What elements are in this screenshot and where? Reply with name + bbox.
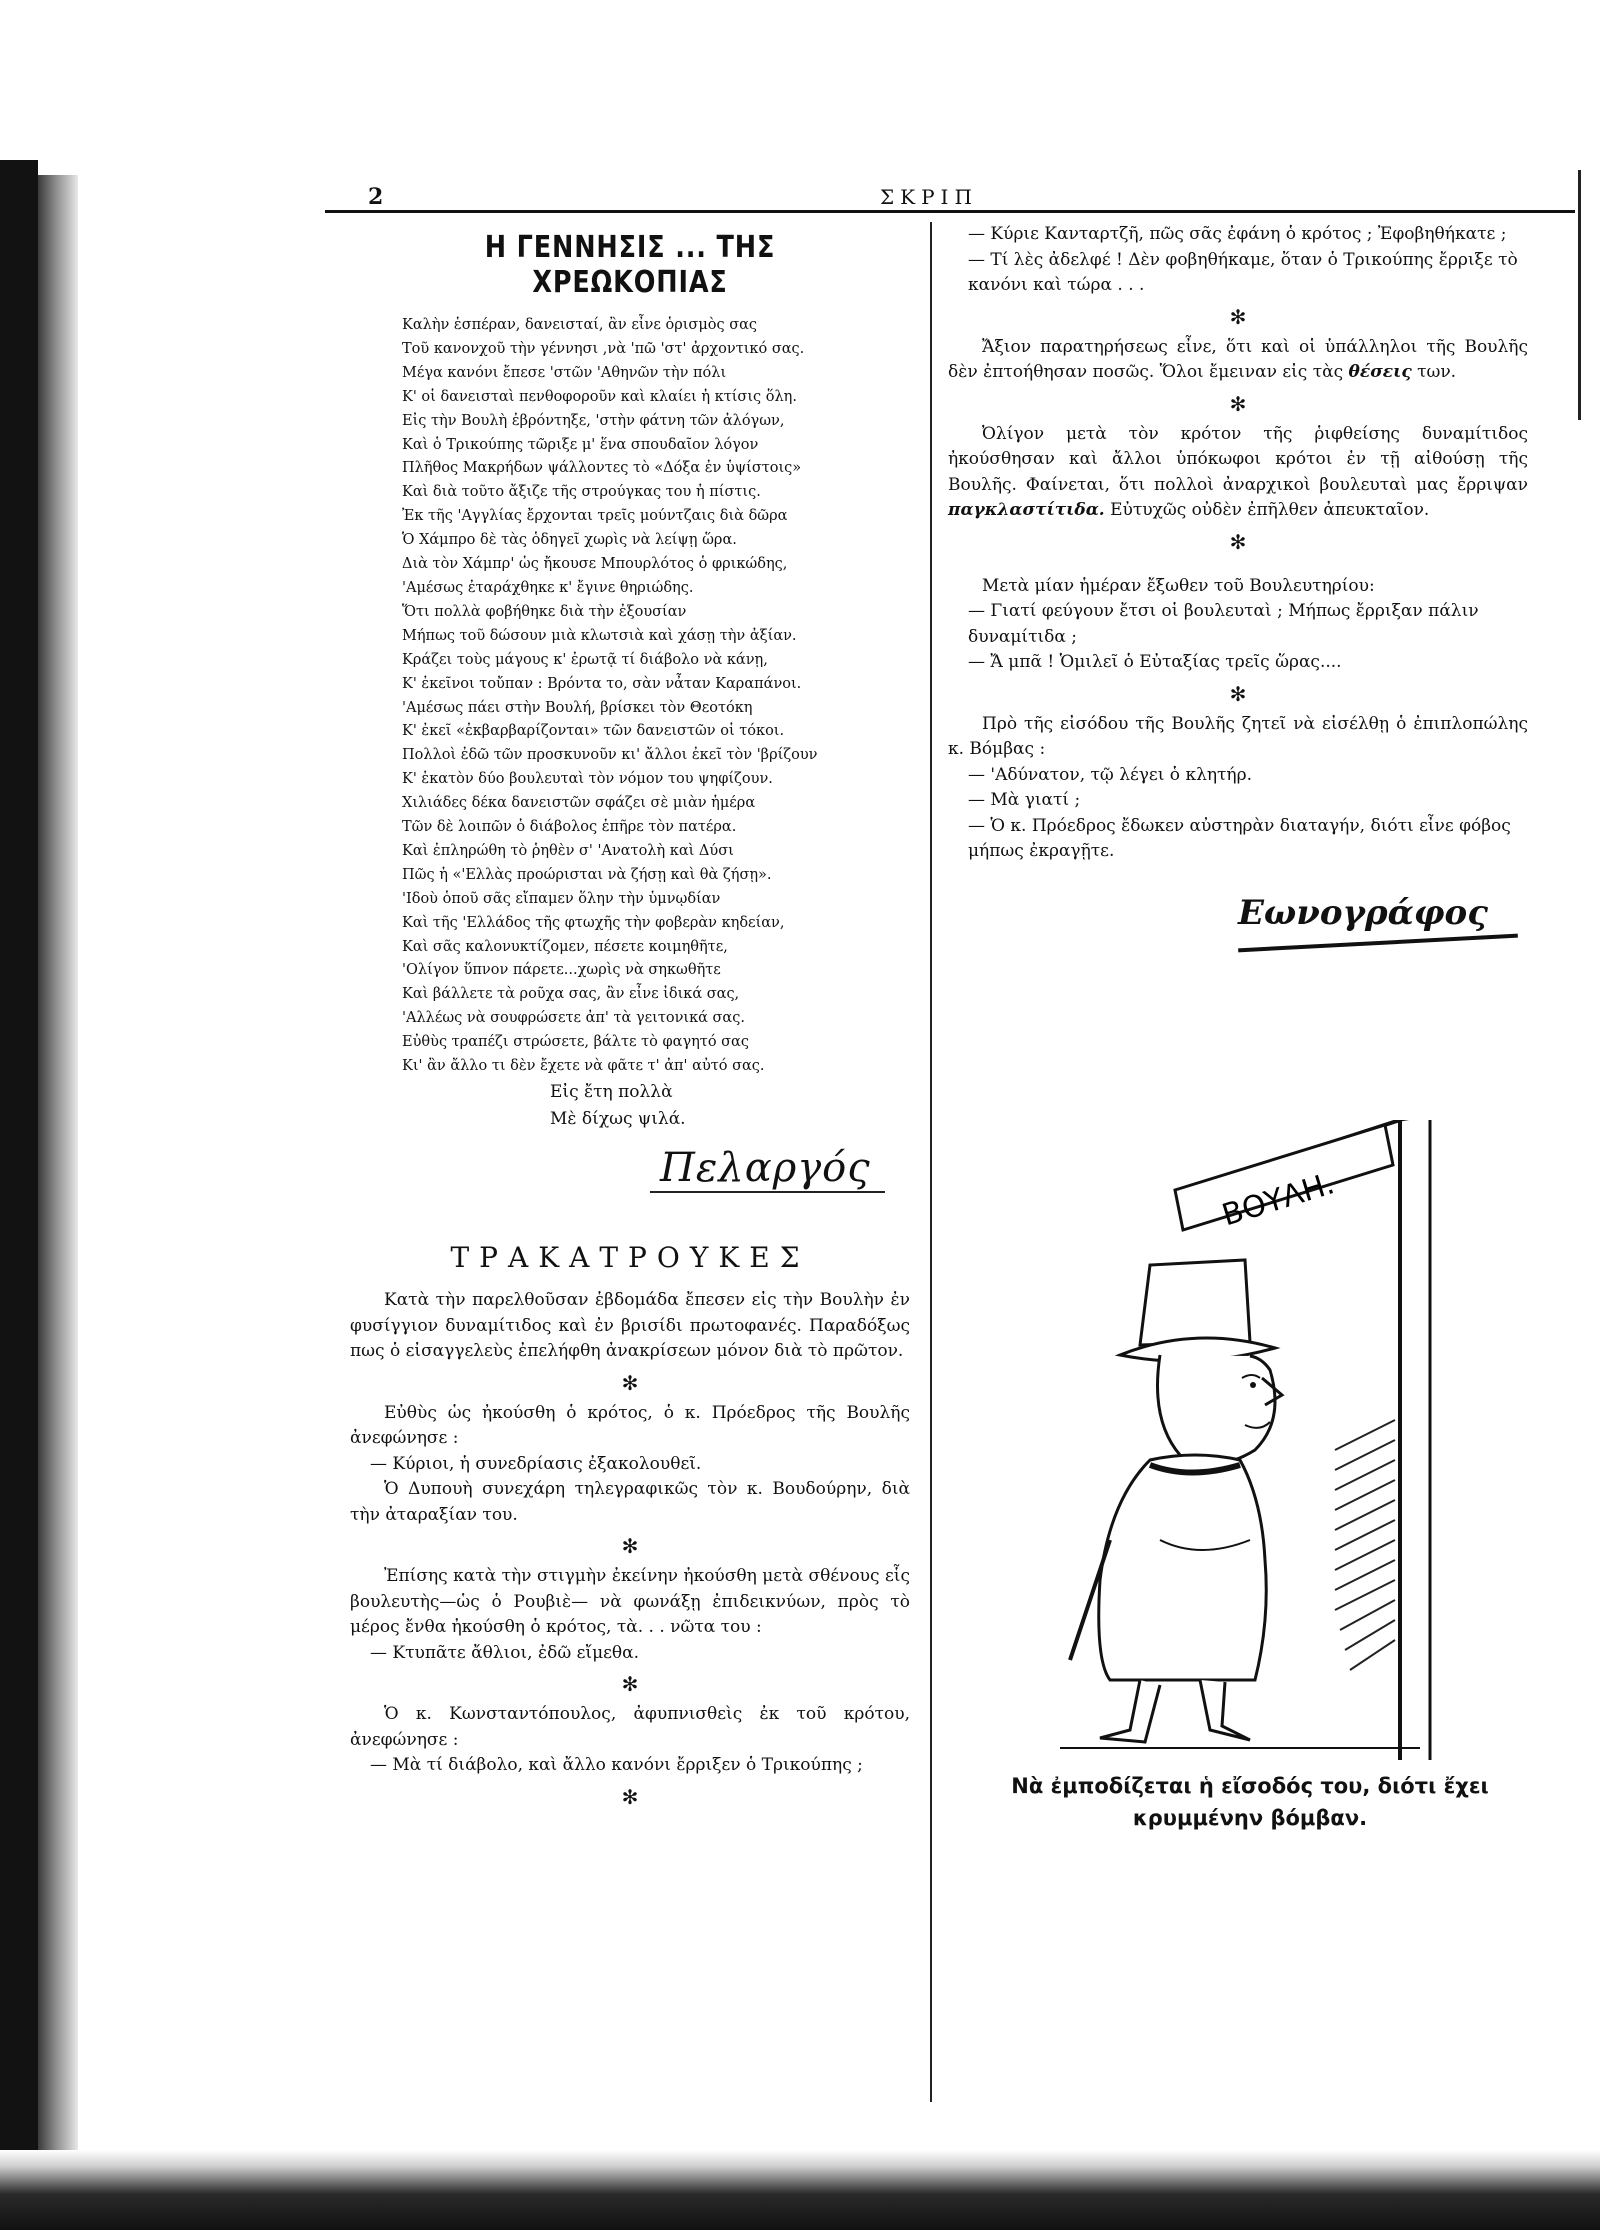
- dialogue-line: — Μὰ τί διάβολο, καὶ ἄλλο κανόνι ἔρριξεν ὁ Τρικούπης ;: [370, 1755, 863, 1775]
- poem-line: Πολλοὶ ἐδῶ τῶν προσκυνοῦν κι' ἄλλοι ἐκεῖ τὸν 'βρίζουν: [402, 747, 818, 764]
- poem-line: Μέγα κανόνι ἔπεσε 'στῶν 'Αθηνῶν τὴν πόλι: [402, 364, 727, 381]
- poem-line: Κ' ἐκεῖ «ἐκβαρβαρίζονται» τῶν δανειστῶν οἱ τόκοι.: [402, 723, 785, 740]
- right-leg: [1200, 1680, 1250, 1740]
- poem-line: 'Αμέσως ἐταράχθηκε κ' ἔγινε θηριώδης.: [402, 579, 694, 596]
- poem-line: Κ' οἱ δανεισταὶ πενθοφοροῦν καὶ κλαίει ἡ κτίσις ὅλη.: [402, 388, 797, 405]
- paragraph: Ὁ Δυπουὴ συνεχάρη τηλεγραφικῶς τὸν κ. Βουδούρην, διὰ τὴν ἀταραξίαν του.: [350, 1479, 910, 1525]
- paragraph: [948, 422, 1528, 524]
- dialogue-line: — Κύριοι, ἡ συνεδρίασις ἐξακολουθεῖ.: [370, 1453, 702, 1474]
- paragraph: [948, 335, 1528, 386]
- poem-line: Ἐκ τῆς 'Αγγλίας ἔρχονται τρεῖς μούντζαις διὰ δῶρα: [402, 508, 788, 525]
- cartoon-caption: [955, 1770, 1545, 1834]
- scan-bottom-edge: [0, 2150, 1600, 2230]
- poem-line: Τῶν δὲ λοιπῶν ὁ διάβολος ἐπῆρε τὸν πατέρα.: [402, 819, 737, 836]
- poem-line: Καὶ βάλλετε τὰ ροῦχα σας, ἂν εἶνε ἰδικά σας,: [402, 986, 740, 1003]
- poem-line: Εὐθὺς τραπέζι στρώσετε, βάλτε τὸ φαγητό σας: [402, 1034, 749, 1051]
- emphasis: θέσεις: [1348, 362, 1412, 382]
- poem-line: Καλὴν ἑσπέραν, δανεισταί, ἂν εἶνε ὁρισμὸς σας: [402, 317, 758, 333]
- overcoat: [1099, 1455, 1267, 1680]
- right-column: [948, 222, 1528, 933]
- dialogue-line: — Ὁ κ. Πρόεδρος ἔδωκεν αὐστηρὰν διαταγήν, διότι εἶνε φόβος μήπως ἐκραγῇτε.: [968, 815, 1511, 861]
- dialogue-line: — Ἄ μπᾶ ! Ὁμιλεῖ ὁ Εὐταξίας τρεῖς ὥρας....: [968, 652, 1342, 672]
- text-run: των.: [1417, 362, 1457, 382]
- poem-line: Χιλιάδες δέκα δανειστῶν σφάζει σὲ μιὰν ἡμέρα: [402, 795, 756, 812]
- poem-line: 'Αλλέως νὰ σουφρώσετε ἀπ' τὰ γειτονικά σας.: [402, 1010, 745, 1027]
- poem-line: Ὁ Χάμπρο δὲ τὰς ὁδηγεῖ χωρὶς νὰ λείψῃ ὥρα.: [402, 532, 737, 549]
- asterism-icon: ✻: [621, 1534, 639, 1558]
- dialogue-line: — Κύριε Κανταρτζῆ, πῶς σᾶς ἐφάνη ὁ κρότος ; Ἐφοβηθήκατε ;: [968, 224, 1507, 244]
- poem-line: Πλῆθος Μακρήδων ψάλλοντες τὸ «Δόξα ἐν ὑψίστοις»: [402, 460, 802, 477]
- poem-line: Καὶ σᾶς καλονυκτίζομεν, πέσετε κοιμηθῆτε,: [402, 938, 728, 955]
- asterism-icon: ✻: [1229, 391, 1247, 416]
- poem-line: Ὅτι πολλὰ φοβήθηκε διὰ τὴν ἐξουσίαν: [402, 603, 687, 620]
- paragraph: Ὁ κ. Κωνσταντόπουλος, ἀφυπνισθεὶς ἐκ τοῦ κρότου, ἀνεφώνησε :: [350, 1704, 910, 1750]
- poem-closing-line: Μὲ δίχως ψιλά.: [550, 1109, 686, 1129]
- dialogue-line: — Τί λὲς ἀδελφέ ! Δὲν φοβηθήκαμε, ὅταν ὁ Τρικούπης ἔρριξε τὸ κανόνι καὶ τώρα . . .: [968, 249, 1518, 295]
- poem-line: Καὶ διὰ τοῦτο ἄξιζε τῆς στρούγκας του ἡ πίστις.: [402, 484, 761, 501]
- cartoon-drawing: [1000, 1120, 1520, 1760]
- emphasis: παγκλαστίτιδα.: [948, 500, 1105, 520]
- head: [1158, 1355, 1276, 1464]
- paragraph: Ἐπίσης κατὰ τὴν στιγμὴν ἐκείνην ἠκούσθη μετὰ σθένους εἷς βουλευτὴς—ὡς ὁ Ρουβιὲ— νὰ φωνάξῃ ἐπιδεικνύων, πρὸς τὸ μέρος ἔνθα ἠκούσθη ὁ κρότος, τὰ. . . νῶτα του :: [350, 1566, 910, 1637]
- poem-title: Η ΓΕΝΝΗΣΙΣ ... ΤΗΣ ΧΡΕΩΚΟΠΙΑΣ: [484, 230, 776, 300]
- paragraph: Μετὰ μίαν ἡμέραν ἔξωθεν τοῦ Βουλευτηρίου:: [982, 575, 1375, 596]
- poem-line: Διὰ τὸν Χάμπρ' ὡς ἤκουσε Μπουρλότος ὁ φρικώδης,: [402, 556, 788, 573]
- paragraph: Πρὸ τῆς εἰσόδου τῆς Βουλῆς ζητεῖ νὰ εἰσέλθῃ ὁ ἐπιπλοπώλης κ. Βόμβας :: [948, 713, 1528, 759]
- door-frame-edge: [1400, 1120, 1430, 1760]
- header-rule: [325, 210, 1575, 213]
- poem-line: Εἰς τὴν Βουλὴ ἐβρόντηξε, 'στὴν φάτνη τῶν ἀλόγων,: [402, 412, 785, 429]
- poem-line: Καὶ τῆς 'Ελλάδος τῆς φτωχῆς τὴν φοβερὰν κηδείαν,: [402, 914, 785, 931]
- poem-line: Κι' ἂν ἄλλο τι δὲν ἔχετε νὰ φᾶτε τ' ἀπ' αὐτό σας.: [402, 1058, 765, 1075]
- asterism-icon: ✻: [1229, 529, 1247, 554]
- scan-shadow: [38, 175, 78, 2230]
- signature-pelargos: Πελαργός: [650, 1145, 885, 1193]
- page-number: 2: [368, 184, 384, 210]
- poem-line: Κράζει τοὺς μάγους κ' ἐρωτᾷ τί διάβολο νὰ κάνῃ,: [402, 651, 768, 668]
- asterism-icon: ✻: [621, 1784, 639, 1809]
- asterism-icon: ✻: [1229, 681, 1247, 706]
- text-run: Εὐτυχῶς οὐδὲν ἐπῆλθεν ἀπευκταῖον.: [1110, 500, 1430, 520]
- poem-line: Μήπως τοῦ δώσουν μιὰ κλωτσιὰ καὶ χάσῃ τὴν ἀξίαν.: [402, 627, 797, 644]
- right-margin-marks: [1578, 170, 1589, 420]
- poem-line: Καὶ ἐπληρώθη τὸ ῥηθὲν σ' 'Ανατολὴ καὶ Δύσι: [402, 842, 734, 859]
- poem-line: Κ' ἐκεῖνοι τοὔπαν : Βρόντα το, σὰν νἆταν Καραπάνοι.: [402, 675, 802, 692]
- poem-line: 'Ιδοὺ ὁποῦ σᾶς εἴπαμεν ὅλην τὴν ὑμνῳδίαν: [402, 890, 721, 907]
- poem-line: Κ' ἑκατὸν δύο βουλευταὶ τὸν νόμον του ψηφίζουν.: [402, 771, 773, 788]
- asterism-icon: ✻: [1229, 304, 1247, 329]
- poem-body: [350, 314, 910, 1079]
- poem-line: Πῶς ἡ «'Ελλὰς προώρισται νὰ ζήσῃ καὶ θὰ ζήσῃ».: [402, 866, 772, 883]
- left-leg: [1100, 1680, 1160, 1742]
- signature-cartoonist: Εωνογράφος: [1238, 892, 1488, 933]
- text-run: Ἄξιον παρατηρήσεως εἶνε, ὅτι καὶ οἱ ὑπάλληλοι τῆς Βουλῆς δὲν ἐπτοήθησαν ποσῶς. Ὅλοι ἔμειναν εἰς τὰς: [948, 336, 1528, 382]
- dialogue-line: — Γιατί φεύγουν ἔτσι οἱ βουλευταὶ ; Μήπως ἔρριξαν πάλιν δυναμίτιδα ;: [968, 601, 1479, 647]
- dialogue-line: — 'Αδύνατον, τῷ λέγει ὁ κλητήρ.: [968, 764, 1253, 785]
- poem-line: 'Αμέσως πάει στὴν Βουλή, βρίσκει τὸν Θεοτόκη: [402, 699, 753, 716]
- paragraph: Εὐθὺς ὡς ἠκούσθη ὁ κρότος, ὁ κ. Πρόεδρος τῆς Βουλῆς ἀνεφώνησε :: [350, 1402, 910, 1448]
- caption-line: κρυμμένην βόμβαν.: [1132, 1806, 1368, 1830]
- column-divider: [930, 222, 932, 2102]
- poem-line: Καὶ ὁ Τρικούπης τῶριξε μ' ἕνα σπουδαῖον λόγον: [402, 436, 759, 453]
- poem-closing-line: Εἰς ἔτη πολλὰ: [550, 1082, 673, 1102]
- paragraph: Κατὰ τὴν παρελθοῦσαν ἑβδομάδα ἔπεσεν εἰς τὴν Βουλὴν ἐν φυσίγγιον δυναμίτιδος καὶ ἐν βρισίδι πρωτοφανές. Παραδόξως πως ὁ εἰσαγγελεὺς ἐπελήφθη ἀνακρίσεων μόνον διὰ τὸ πρῶτον.: [350, 1290, 910, 1361]
- left-column: [350, 230, 910, 1815]
- dialogue-line: — Κτυπᾶτε ἄθλιοι, ἐδῶ εἴμεθα.: [370, 1642, 640, 1663]
- asterism-icon: ✻: [621, 1370, 639, 1395]
- dialogue-line: — Μὰ γιατί ;: [968, 790, 1081, 810]
- caption-line: Νὰ ἐμποδίζεται ἡ εἴσοδός του, διότι ἔχει: [1011, 1774, 1489, 1798]
- poem-line: 'Ολίγον ὕπνον πάρετε...χωρὶς νὰ σηκωθῆτε: [402, 962, 721, 979]
- asterism-icon: ✻: [621, 1672, 639, 1696]
- section-title: ΤΡΑΚΑΤΡΟΥΚΕΣ: [450, 1241, 810, 1274]
- sign-text: ΒΟΥΛΗ.: [1218, 1166, 1339, 1234]
- scan-edge: [0, 160, 38, 2230]
- door-shadow: [1335, 1420, 1395, 1670]
- text-run: Ὀλίγον μετὰ τὸν κρότον τῆς ῥιφθείσης δυναμίτιδος ἠκούσθησαν καὶ ἄλλοι ὑπόκωφοι κρότοι ἐν τῇ αἰθούσῃ τῆς Βουλῆς. Φαίνεται, ὅτι πολλοὶ ἀναρχικοὶ βουλευταὶ μας ἔρριψαν: [948, 423, 1528, 495]
- masthead: ΣΚΡΙΠ: [880, 185, 978, 209]
- top-hat: [1140, 1260, 1250, 1345]
- poem-line: Τοῦ κανονχοῦ τὴν γέννησι ,νὰ 'πῶ 'στ' ἀρχοντικό σας.: [402, 340, 805, 357]
- cartoon-illustration: [1000, 1120, 1520, 1760]
- eye: [1250, 1382, 1256, 1388]
